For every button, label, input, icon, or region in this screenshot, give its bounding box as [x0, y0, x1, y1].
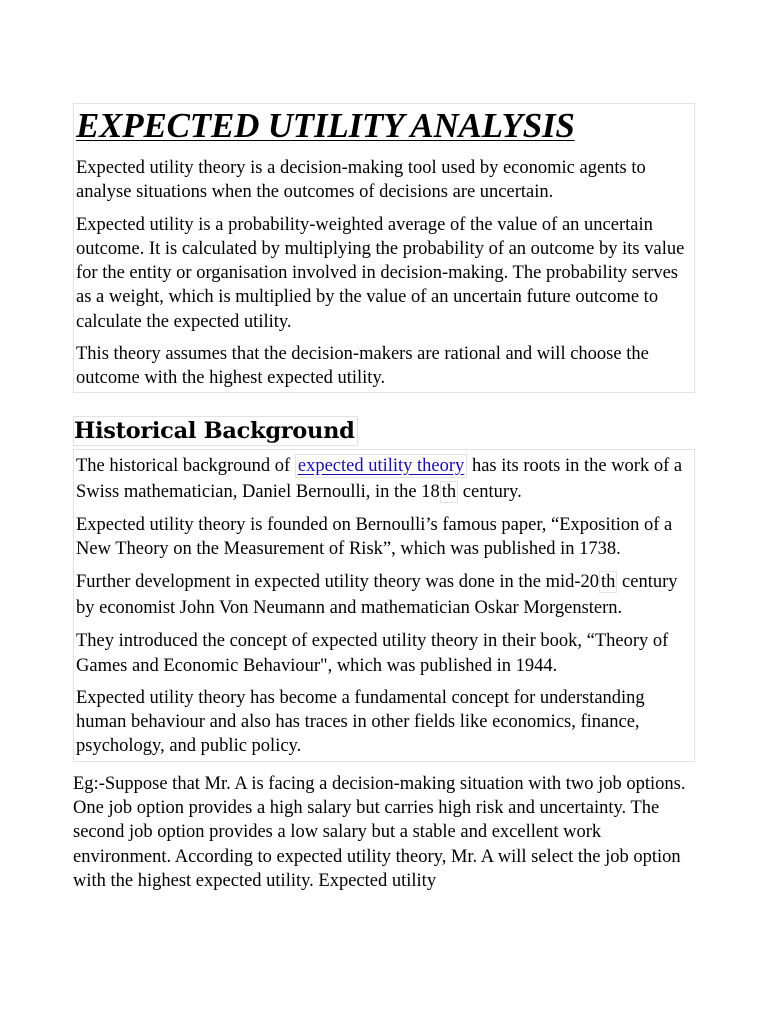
- history-paragraph-4: They introduced the concept of expected utility theory in their book, “Theory of Games and Economic Behaviour", which was published in 1944.: [76, 631, 669, 676]
- intro-paragraph-1: Expected utility theory is a decision-making tool used by economic agents to analyse situations when the outcomes of decisions are uncertain.: [76, 158, 646, 203]
- history-p1-text-start: The historical background of: [76, 455, 295, 476]
- history-paragraph-5: Expected utility theory has become a fundamental concept for understanding human behaviour and also has traces in other fields like economics, finance, psychology, and public policy.: [76, 687, 645, 757]
- history-p1-text-end: century.: [458, 481, 522, 502]
- history-section: [73, 449, 695, 762]
- example-paragraph: Eg:-Suppose that Mr. A is facing a decision-making situation with two job options. One job option provides a high salary but carries high risk and uncertainty. The second job option provides a low salary but a stable and excellent work environment. According to expected utility theory, Mr. A will select the job option with the highest expected utility. Expected utility: [73, 773, 686, 891]
- intro-section: [73, 103, 695, 393]
- ordinal-suffix: th: [601, 572, 616, 593]
- example-section: [73, 772, 695, 893]
- document-page: [73, 103, 695, 893]
- history-p1-text-middle: has its roots in the work of a Swiss mathematician, Daniel Bernoulli, in the 18: [76, 455, 683, 502]
- intro-paragraph-3: This theory assumes that the decision-makers are rational and will choose the outcome with the highest expected utility.: [76, 344, 649, 389]
- section-heading: Historical Background: [74, 417, 355, 444]
- history-p3-text-end: century by economist John Von Neumann and mathematician Oskar Morgenstern.: [76, 572, 678, 619]
- expected-utility-theory-link[interactable]: expected utility theory: [295, 454, 467, 478]
- section-heading-box: [73, 416, 358, 446]
- history-p3-text-start: Further development in expected utility theory was done in the mid-20: [76, 572, 600, 593]
- intro-paragraph-2: Expected utility is a probability-weighted average of the value of an uncertain outcome. It is calculated by multiplying the probability of an outcome by its value for the entity or organisation involved in decision-making. The probability serves as a weight, which is multiplied by the value of an uncertain future outcome to calculate the expected utility.: [76, 214, 685, 332]
- page-title: EXPECTED UTILITY ANALYSIS: [76, 106, 575, 145]
- history-paragraph-2: Expected utility theory is founded on Bernoulli’s famous paper, “Exposition of a New Theory on the Measurement of Risk”, which was published in 1738.: [76, 514, 673, 559]
- ordinal-suffix: th: [441, 481, 457, 502]
- history-paragraph-3: [75, 569, 693, 621]
- history-paragraph-1: [75, 453, 693, 505]
